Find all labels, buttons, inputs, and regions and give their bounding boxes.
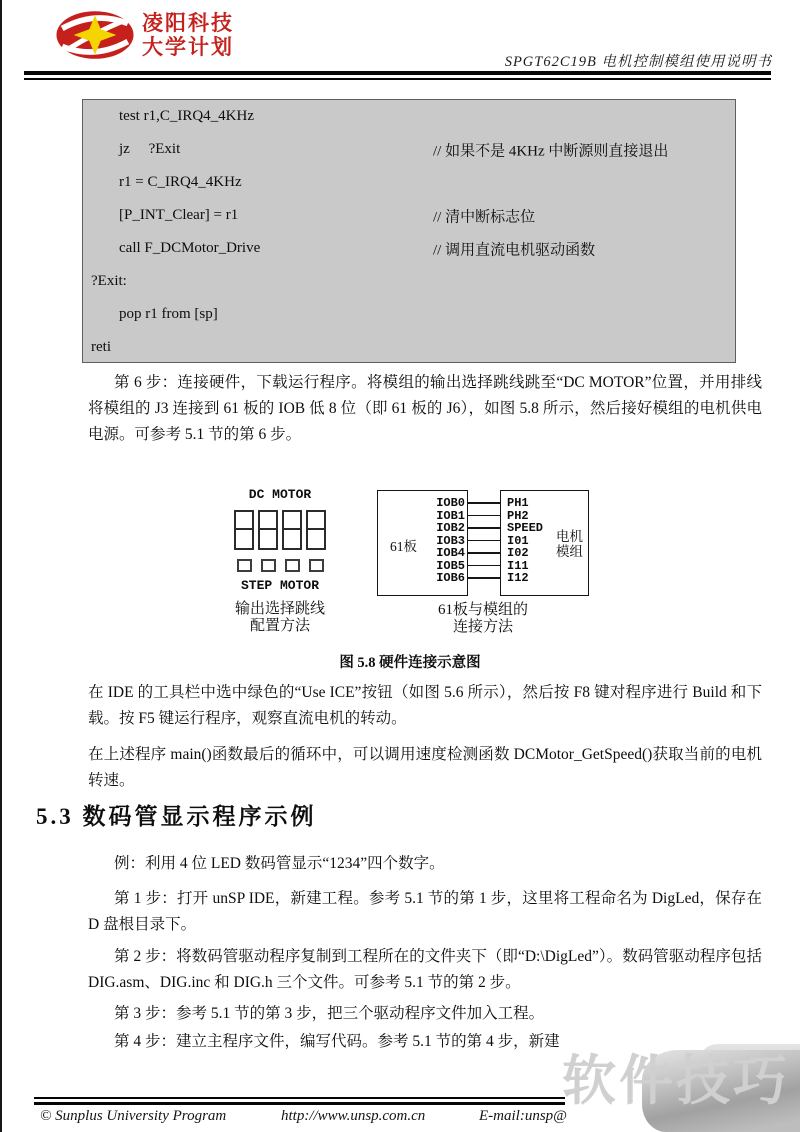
- code-text: call F_DCMotor_Drive: [119, 240, 261, 256]
- paragraph-get-speed: 在上述程序 main()函数最后的循环中，可以调用速度检测函数 DCMotor_GetSpeed()获取当前的电机转速。: [88, 746, 762, 789]
- code-comment: // 调用直流电机驱动函数: [433, 242, 596, 258]
- paragraph-step1: 第 1 步：打开 unSP IDE，新建工程。参考 5.1 节的第 1 步，这里将工程命名为 DigLed，保存在 D 盘根目录下。: [88, 890, 762, 933]
- pin-label-right: PH2: [507, 508, 529, 523]
- scan-edge-line: [0, 0, 2, 1132]
- logo-text-line2: 大学计划: [142, 36, 234, 59]
- jumper-cap-cell: [284, 530, 300, 548]
- connection-figure: [377, 490, 589, 635]
- code-line: [83, 199, 735, 232]
- pin-label-left: IOB4: [436, 546, 465, 560]
- jumper-column: [282, 510, 302, 572]
- jumper-cap-cell: [260, 530, 276, 548]
- paragraph-step2: 第 2 步：将数码管驱动程序复制到工程所在的文件夹下（即“D:\DigLed”）。数码管驱动程序包括 DIG.asm、DIG.inc 和 DIG.h 三个文件。可参考 5.1 节的第 2 步。: [88, 948, 762, 991]
- connection-wires: [468, 490, 500, 596]
- code-comment: // 清中断标志位: [433, 209, 536, 225]
- jumper-caption: [230, 601, 330, 634]
- jumper-cap: [234, 510, 254, 550]
- document-title: SPGT62C19B 电机控制模组使用说明书: [504, 54, 772, 70]
- logo-text: [142, 12, 234, 60]
- jumper-cap-cell: [308, 512, 324, 530]
- pin-label-right: I01: [507, 533, 529, 548]
- motor-module-box: [500, 490, 589, 596]
- connector-line: [468, 552, 500, 554]
- connector-line: [468, 540, 500, 542]
- code-line: [83, 331, 735, 364]
- jumper-pin-square: [285, 559, 300, 572]
- watermark-text: 软件技巧: [562, 1051, 790, 1111]
- paragraph-step6: 第 6 步：连接硬件，下载运行程序。将模组的输出选择跳线跳至“DC MOTOR”位置，并用排线将模组的 J3 连接到 61 板的 IOB 低 8 位（即 61 板的 J6），如图 5.8 所示，然后接好模组的电机供电电源。可参考 5.1 节的第 6 步。: [88, 374, 762, 443]
- jumper-column: [306, 510, 326, 572]
- pin-label-right: SPEED: [507, 521, 544, 535]
- pin-label-left: IOB6: [436, 571, 465, 585]
- header-rule: [24, 71, 771, 80]
- connector-line: [468, 515, 500, 517]
- code-line: [83, 298, 735, 331]
- iob-pin-list: [436, 497, 465, 585]
- pin-label-right: I11: [507, 558, 529, 573]
- jumper-caption-line2: 配置方法: [249, 617, 310, 634]
- pin-label-right: I12: [507, 571, 529, 585]
- jumper-cap-cell: [236, 512, 252, 530]
- footer-rule: [34, 1097, 565, 1105]
- motor-module-label-line2: 模组: [556, 544, 583, 559]
- jumper-cap-cell: [308, 530, 324, 548]
- footer-url: http://www.unsp.com.cn: [281, 1108, 426, 1124]
- code-text: reti: [91, 339, 111, 355]
- jumper-pin-square: [237, 559, 252, 572]
- jumper-column: [234, 510, 254, 572]
- jumper-cap: [306, 510, 326, 550]
- sunplus-logo-icon: [54, 8, 136, 62]
- pin-label-left: IOB2: [436, 521, 465, 535]
- code-block: [82, 99, 736, 363]
- connector-line: [468, 577, 500, 579]
- jumper-cap: [258, 510, 278, 550]
- jumper-cap-cell: [236, 530, 252, 548]
- connector-line: [468, 527, 500, 529]
- motor-module-label: [556, 529, 583, 559]
- jumper-column: [258, 510, 278, 572]
- footer-email: E-mail:unsp@: [479, 1108, 567, 1124]
- code-line: [83, 232, 735, 265]
- jumper-pin-square: [261, 559, 276, 572]
- paragraph-step4: 第 4 步：建立主程序文件，编写代码。参考 5.1 节的第 4 步，新建: [114, 1033, 560, 1050]
- pin-label-left: IOB3: [436, 533, 465, 548]
- connector-line: [468, 502, 500, 504]
- connection-caption: [377, 602, 589, 635]
- code-text: pop r1 from [sp]: [119, 306, 218, 322]
- jumper-dc-motor-label: DC MOTOR: [248, 487, 312, 502]
- jumper-cap-cell: [260, 512, 276, 530]
- jumper-caption-line1: 输出选择跳线: [234, 601, 325, 617]
- paragraph-use-ice: 在 IDE 的工具栏中选中绿色的“Use ICE”按钮（如图 5.6 所示），然后按 F8 键对程序进行 Build 和下载。按 F5 键运行程序，观察直流电机的转动。: [88, 684, 762, 727]
- jumper-columns: [230, 510, 330, 572]
- jumper-config-figure: [230, 487, 330, 634]
- motor-module-label-line1: 电机: [556, 529, 583, 544]
- figure-caption: 图 5.8 硬件连接示意图: [339, 655, 481, 671]
- jumper-step-motor-label: STEP MOTOR: [240, 578, 319, 593]
- code-line: [83, 100, 735, 133]
- code-comment: // 如果不是 4KHz 中断源则直接退出: [433, 143, 669, 159]
- code-text: [P_INT_Clear] = r1: [119, 207, 239, 223]
- code-text: test r1,C_IRQ4_4KHz: [119, 108, 254, 124]
- board-61-label: 61板: [390, 539, 417, 554]
- code-text: ?Exit:: [91, 273, 127, 289]
- jumper-pin-square: [309, 559, 324, 572]
- paragraph-step3: 第 3 步：参考 5.1 节的第 3 步，把三个驱动程序文件加入工程。: [114, 1005, 545, 1022]
- paragraph-example: 例：利用 4 位 LED 数码管显示“1234”四个数字。: [114, 855, 445, 872]
- code-line: [83, 166, 735, 199]
- code-text: jz ?Exit: [119, 141, 181, 157]
- jumper-cap-cell: [284, 512, 300, 530]
- pin-label-right: I02: [507, 546, 529, 560]
- board-61-box: [377, 490, 468, 596]
- logo-text-line1: 凌阳科技: [142, 12, 234, 35]
- code-text: r1 = C_IRQ4_4KHz: [119, 174, 242, 190]
- section-heading-5-3: 5.3 数码管显示程序示例: [36, 804, 317, 829]
- jumper-cap: [282, 510, 302, 550]
- module-pin-list: [507, 497, 543, 585]
- pin-label-right: PH1: [507, 496, 529, 510]
- pin-label-left: IOB5: [436, 558, 465, 573]
- footer-copyright: © Sunplus University Program: [40, 1108, 227, 1124]
- code-line: [83, 265, 735, 298]
- code-line: [83, 133, 735, 166]
- connection-caption-line1: 61板与模组的: [437, 602, 528, 618]
- connector-line: [468, 565, 500, 567]
- pin-label-left: IOB1: [436, 508, 465, 523]
- pin-label-left: IOB0: [436, 496, 465, 510]
- connection-caption-line2: 连接方法: [452, 618, 513, 635]
